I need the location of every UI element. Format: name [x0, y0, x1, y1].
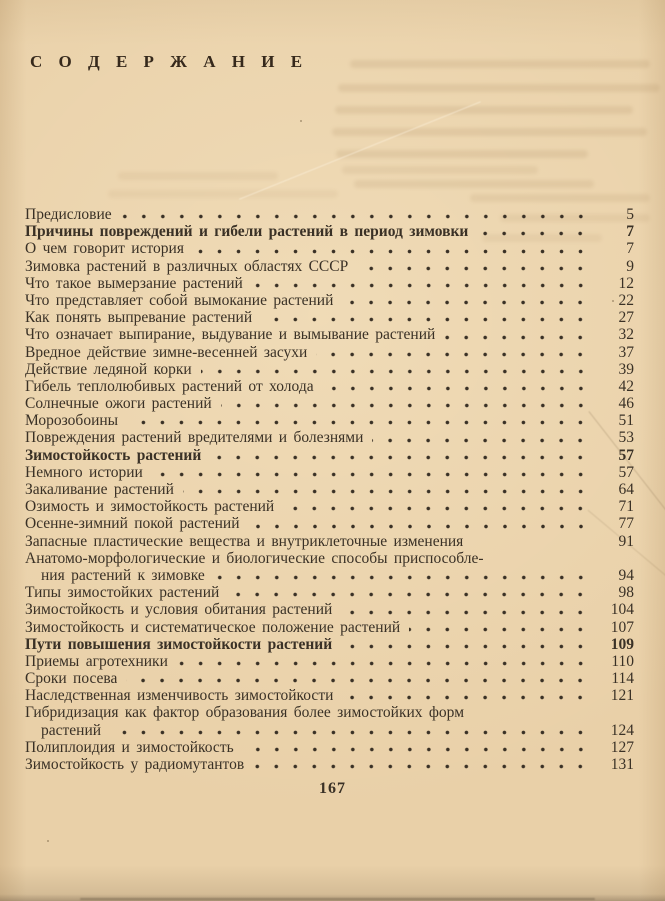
dot-leader [193, 249, 590, 254]
toc-entry [25, 240, 634, 257]
toc-entry-title: Зимостойкость и систематическое положение растений [25, 618, 401, 636]
bleed-through-line [338, 84, 660, 92]
dot-leader [253, 764, 590, 769]
toc-entry-page: 7 [626, 240, 634, 258]
dot-leader [444, 335, 590, 340]
dot-leader [341, 610, 590, 615]
toc-entry [25, 687, 634, 704]
toc-entry-page: 131 [610, 756, 634, 773]
toc-entry [25, 309, 634, 326]
toc-entry-page: 110 [611, 652, 634, 670]
dot-leader [357, 266, 590, 271]
toc-entry-title: Полиплоидия и зимостойкость [25, 738, 234, 756]
toc-entry-title: Зимовка растений в различных областях СССР [25, 257, 349, 275]
toc-entry-title: Солнечные ожоги растений [25, 395, 212, 413]
toc-entry-page: 77 [618, 515, 634, 533]
toc-entry [25, 704, 634, 721]
bleed-through-line [108, 190, 338, 198]
toc-entry-page: 107 [610, 618, 634, 636]
toc-entry-page: 71 [618, 498, 634, 516]
toc-entry [25, 619, 634, 636]
toc-entry [25, 550, 634, 567]
toc-entry-title: Закаливание растений [25, 481, 174, 498]
toc-entry-title: растений [41, 721, 102, 739]
toc-entry-title: ния растений к зимовке [41, 566, 205, 584]
toc-entry [25, 636, 634, 653]
toc-entry-page: 114 [611, 670, 634, 688]
dot-leader [127, 420, 590, 425]
toc-entry-title: Причины повреждений и гибели растений в период зимовки [25, 223, 469, 241]
toc-entry [25, 653, 634, 670]
dot-leader [210, 455, 590, 460]
toc-entry [25, 756, 634, 773]
toc-entry-page: 124 [610, 721, 634, 739]
dot-leader [110, 730, 590, 735]
toc-entry [25, 739, 634, 756]
toc-entry-title: Вредное действие зимне-весенней засухи [25, 343, 308, 361]
dot-leader [121, 214, 590, 219]
dot-leader [472, 541, 590, 546]
dust-speck [300, 120, 302, 122]
toc-entry-page: 39 [618, 360, 634, 378]
toc-entry-page: 22 [618, 291, 634, 309]
dot-leader [372, 438, 590, 443]
toc-entry-page: 98 [618, 584, 634, 602]
toc-entry-title: Осенне-зимний покой растений [25, 515, 240, 533]
dot-leader [252, 283, 590, 288]
toc-entry-page: 37 [618, 343, 634, 361]
bleed-through-line [332, 128, 647, 136]
bleed-through-line [118, 172, 278, 180]
toc-entry-page: 32 [618, 326, 634, 344]
toc-entry-page: 27 [618, 309, 634, 327]
toc-entry-title: Озимость и зимостойкость растений [25, 498, 275, 516]
toc-entry-title: Типы зимостойких растений [25, 584, 220, 602]
toc-entry-page: 5 [626, 206, 634, 223]
toc-entry [25, 344, 634, 361]
toc-entry-page: 57 [618, 446, 634, 464]
toc-entry-title: Наследственная изменчивость зимостойкости [25, 687, 334, 705]
toc-entry [25, 206, 634, 223]
page-edge-line [80, 898, 595, 900]
toc-entry-page: 91 [618, 532, 634, 550]
toc-entry-title: Запасные пластические вещества и внутриклеточные изменения [25, 532, 464, 550]
dot-leader [243, 747, 590, 752]
toc-entry-title: Гибридизация как фактор образования более зимостойких форм [25, 704, 465, 722]
dot-leader [261, 317, 590, 322]
toc-entry-page: 121 [610, 687, 634, 705]
toc-entry-title: Предисловие [25, 206, 112, 223]
toc-entry [25, 326, 634, 343]
page-heading: С О Д Е Р Ж А Н И Е [30, 52, 309, 71]
bleed-through-line [342, 166, 538, 174]
dot-leader [249, 524, 590, 529]
toc-entry-page: 7 [626, 223, 634, 241]
toc-entry-title: Пути повышения зимостойкости растений [25, 635, 333, 653]
toc-entry [25, 481, 634, 498]
toc-entry [25, 515, 634, 532]
toc-entry [25, 292, 634, 309]
toc-entry-page: 64 [618, 481, 634, 498]
toc-entry-title: Приемы агротехники [25, 652, 168, 670]
toc-entry-title: Немного истории [25, 463, 143, 481]
toc-entry-title: Действие ледяной корки [25, 360, 192, 378]
toc-entry [25, 464, 634, 481]
dot-leader [323, 386, 590, 391]
bleed-through-line [336, 150, 588, 158]
toc-list [25, 206, 634, 773]
toc-entry-page: 127 [610, 738, 634, 756]
toc-entry-title: Анатомо-морфологические и биологические способы приспособле- [25, 549, 484, 567]
toc-entry-page: 51 [618, 412, 634, 430]
dot-leader [342, 695, 590, 700]
dot-leader [283, 506, 590, 511]
toc-entry-page: 57 [618, 463, 634, 481]
toc-entry [25, 584, 634, 601]
dot-leader [177, 661, 590, 666]
toc-entry-page: 94 [618, 566, 634, 584]
dot-leader [316, 352, 590, 357]
toc-entry-page: 42 [618, 377, 634, 395]
toc-entry [25, 378, 634, 395]
toc-entry [25, 601, 634, 618]
toc-entry-title: Морозобоины [25, 412, 119, 430]
toc-entry-title: О чем говорит история [25, 240, 184, 258]
toc-entry-title: Как понять выпревание растений [25, 309, 253, 327]
toc-entry-page: 12 [618, 274, 634, 292]
dust-speck [47, 840, 49, 842]
toc-entry-page: 104 [610, 601, 634, 619]
toc-entry-title: Что представляет собой вымокание растений [25, 291, 334, 309]
bleed-through-line [470, 194, 650, 202]
toc-entry-title: Что означает выпирание, выдувание и вымывание растений [25, 326, 436, 344]
toc-entry [25, 412, 634, 429]
toc-entry-page: 53 [618, 429, 634, 447]
toc-entry-page: 9 [626, 257, 634, 275]
toc-entry-continuation [25, 567, 634, 584]
dot-leader [126, 678, 590, 683]
dot-leader [341, 644, 590, 649]
toc-entry-title: Гибель теплолюбивых растений от холода [25, 377, 314, 395]
toc-entry-continuation [25, 722, 634, 739]
toc-entry-title: Что такое вымерзание растений [25, 274, 243, 292]
toc-entry-title: Сроки посева [25, 670, 118, 688]
toc-entry [25, 395, 634, 412]
dot-leader [201, 369, 590, 374]
toc-entry [25, 429, 634, 446]
dot-leader [183, 489, 590, 494]
dot-leader [477, 231, 590, 236]
toc-entry-title: Зимостойкость растений [25, 446, 202, 464]
dot-leader [152, 472, 590, 477]
toc-entry-title: Зимостойкость и условия обитания растений [25, 601, 333, 619]
bleed-through-line [354, 180, 594, 188]
folio-page-number: 167 [319, 780, 346, 797]
toc-entry-page: 109 [610, 635, 634, 653]
toc-entry [25, 498, 634, 515]
toc-entry-title: Повреждения растений вредителями и болезнями [25, 429, 364, 447]
bleed-through-line [335, 106, 633, 114]
dot-leader [342, 300, 590, 305]
toc-entry [25, 670, 634, 687]
dot-leader [214, 575, 590, 580]
dot-leader [228, 592, 590, 597]
bleed-through-line [350, 60, 650, 68]
toc-entry [25, 223, 634, 240]
toc-entry [25, 533, 634, 550]
dot-leader [409, 627, 590, 632]
toc-entry-page: 46 [618, 395, 634, 413]
dot-leader [221, 403, 590, 408]
toc-entry [25, 275, 634, 292]
toc-entry [25, 258, 634, 275]
toc-entry-title: Зимостойкость у радиомутантов [25, 756, 245, 773]
toc-entry [25, 361, 634, 378]
toc-entry [25, 447, 634, 464]
